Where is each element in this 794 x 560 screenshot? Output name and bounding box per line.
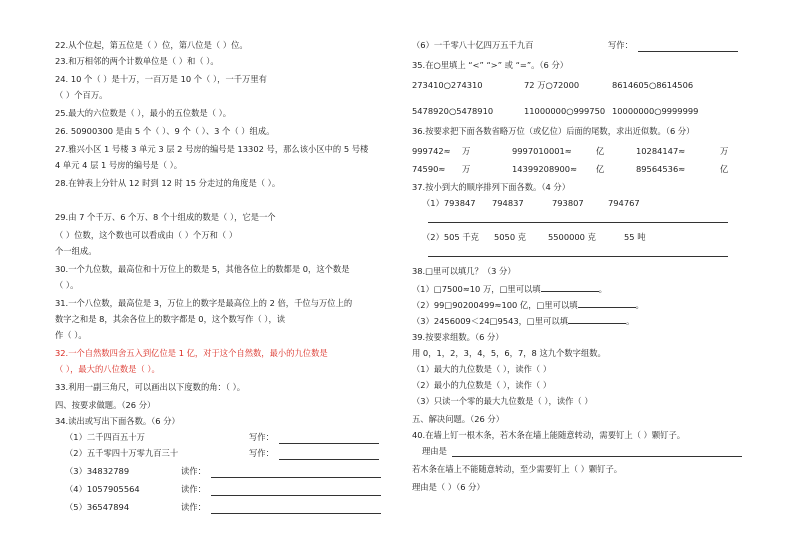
q34-label: 写作： [249,448,274,458]
question-line: （ ）。 [55,280,79,290]
estimate-unit: 万 [462,146,471,156]
q36-title: 36.按要求把下面各数省略万位（或亿位）后面的尾数，求出近似数。（6 分） [412,126,695,136]
q37-title: 37.按小到大的顺序排列下面各数。（4 分） [412,182,571,192]
question-line: 个一组成。 [55,246,97,256]
q40-line-4: 理由是（ ）（6 分） [412,482,485,492]
question-line: 作（ ）。 [55,330,87,340]
q38-title: 38.□里可以填几？（3 分） [412,266,516,276]
q39-intro: 用 0，1，2，3，4，5，6，7，8 这九个数字组数。 [412,348,606,358]
q34-label: 读作： [181,502,206,512]
sort-number: 5500000 克 [548,232,596,242]
question-line: 26. 50900300 是由 5 个（ ）、9 个（ ）、3 个（ ）组成。 [55,126,275,136]
q39-item-2: （2）最小的九位数是（ ），读作（ ） [412,380,552,390]
sort-number: 55 吨 [624,232,646,242]
q38-item-1 [412,282,607,295]
q38-item-3 [412,314,634,327]
estimate-number: 89564536≈ [636,164,686,174]
sort-number: 794837 [492,198,524,208]
q34-item-6 [412,40,533,51]
question-line: （ ），最大的八位数是（ ）。 [55,364,160,374]
estimate-unit: 亿 [596,164,605,174]
compare-item[interactable]: 11000000○999750 [524,106,606,116]
estimate-unit: 亿 [720,164,729,174]
q34-item-6-label [608,40,633,51]
question-line: 28.在钟表上分针从 12 时到 12 时 15 分走过的角度是（ ）。 [55,178,281,188]
estimate-number: 9997010001≈ [512,146,572,156]
question-line: 22.从个位起，第五位是（ ）位，第八位是（ ）位。 [55,40,248,50]
answer-line[interactable] [211,513,381,514]
q34-number: （4）1057905564 [65,484,140,494]
question-line: （ ）位数，这个数也可以看成由（ ）个万和（ ） [55,230,238,240]
q39-item-1: （1）最大的九位数是（ ），读作（ ） [412,364,552,374]
sort-number: 794767 [608,198,640,208]
q40-line-2: 理由是 [422,446,447,456]
estimate-unit: 万 [462,164,471,174]
compare-item[interactable]: 72 万○72000 [524,80,580,90]
question-line: 数字之和是 8，其余各位上的数字都是 0，这个数写作（ ），读 [55,314,286,324]
question-line: 31.一个八位数，最高位是 3，万位上的数字是最高位上的 2 倍，千位与万位上的 [55,298,353,308]
question-line: （ ）个百万。 [55,90,108,100]
q38-item-3-text: （3）2456009＜24□9543，□里可以填 [412,316,568,326]
period: 。 [625,316,635,326]
estimate-number: 14399208900≈ [512,164,578,174]
q34-number: （3）34832789 [65,466,130,476]
q38-item-2-text: （2）99□90200499≈100 亿，□里可以填 [412,300,578,310]
question-line: 29.由 7 个千万、6 个万、8 个十组成的数是（ ），它是一个 [55,212,276,222]
question-line: 33.利用一副三角尺，可以画出以下度数的角：（ ）。 [55,382,246,392]
question-line: 4 单元 4 层 1 号房的编号是（ ）。 [55,160,183,170]
q34-6-text: （6）一千零八十亿四万五千九百 [412,40,534,50]
estimate-number: 999742≈ [412,146,451,156]
q34-label: 读作： [181,484,206,494]
question-line: 23.和万相邻的两个计数单位是（ ）和（ ）。 [55,56,219,66]
question-line: 32.一个自然数四舍五入到亿位是 1 亿，对于这个自然数，最小的九位数是 [55,348,328,358]
q38-item-1-text: （1）□7500≈10 万，□里可以填 [412,284,541,294]
period: 。 [635,300,644,310]
answer-line[interactable] [428,222,728,223]
compare-item[interactable]: 8614605○8614506 [612,80,694,90]
period: 。 [598,284,607,294]
q40-line-1: 40.在墙上钉一根木条，若木条在墙上能随意转动，需要钉上（ ）颗钉子。 [412,430,686,440]
q34-number: （2）五千零四十万零九百三十 [65,448,179,458]
q39-title: 39.按要求组数。（6 分） [412,332,504,342]
answer-line[interactable] [452,456,742,457]
question-line: 25.最大的六位数是（ ），最小的五位数是（ ）。 [55,108,232,118]
answer-line[interactable] [279,443,379,444]
question-line: 34.读出或写出下面各数。（6 分） [55,416,180,426]
q34-label: 写作： [249,432,274,442]
sort-number: （1）793847 [422,198,476,208]
answer-line[interactable] [428,256,728,257]
q34-label: 读作： [181,466,206,476]
q34-number: （1）二千四百五十万 [65,432,145,442]
estimate-unit: 万 [720,146,729,156]
question-line: 27.雅兴小区 1 号楼 3 单元 3 层 2 号房的编号是 13302 号，那么该小区中的 5 号楼 [55,144,369,154]
estimate-number: 74590≈ [412,164,446,174]
q34-number: （5）36547894 [65,502,130,512]
answer-line[interactable] [541,282,599,292]
section-heading-5: 五、解决问题。（26 分） [412,414,505,424]
answer-line[interactable] [211,477,381,478]
q38-item-2 [412,298,644,311]
q40-line-3: 若木条在墙上不能随意转动，至少需要钉上（ ）颗钉子。 [412,464,623,474]
question-line: 24. 10 个（ ）是十万，一百万是 10 个（ ），一千万里有 [55,74,267,84]
q34-6-label: 写作： [608,40,633,50]
sort-number: 5050 克 [494,232,527,242]
estimate-number: 10284147≈ [636,146,686,156]
answer-line[interactable] [638,51,738,52]
answer-line[interactable] [279,459,379,460]
question-line: 30.一个九位数，最高位和十万位上的数是 5，其他各位上的数都是 0，这个数是 [55,264,350,274]
sort-number: 793807 [552,198,584,208]
q39-item-3: （3）只读一个零的最大九位数是（ ），读作（ ） [412,396,593,406]
compare-item[interactable]: 10000000○9999999 [612,106,699,116]
estimate-unit: 亿 [596,146,605,156]
sort-number: （2）505 千克 [422,232,479,242]
q35-title: 35.在○里填上 “<” “>” 或 “=”。（6 分） [412,60,569,70]
answer-line[interactable] [211,495,381,496]
answer-line[interactable] [578,298,636,308]
compare-item[interactable]: 5478920○5478910 [412,106,494,116]
compare-item[interactable]: 273410○274310 [412,80,483,90]
answer-line[interactable] [568,314,626,324]
question-line: 四、按要求做题。（26 分） [55,400,156,410]
